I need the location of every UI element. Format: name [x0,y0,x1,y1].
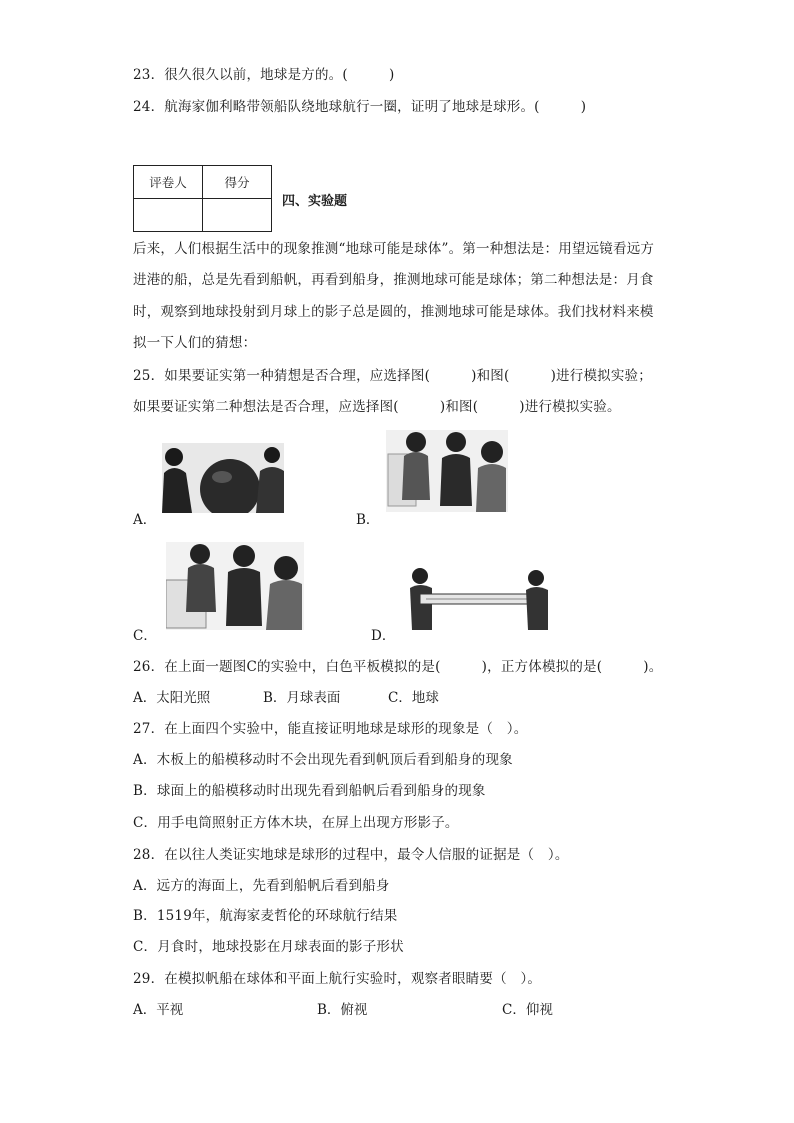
q26-option-c[interactable]: C．地球 [388,690,439,706]
score-header: 得分 [203,166,272,199]
q29-option-c[interactable]: C．仰视 [502,1002,553,1018]
question-27: 27．在上面四个实验中，能直接证明地球是球形的现象是（ ）。 [133,721,528,737]
section-title: 四、实验题 [282,194,348,209]
intro-line-1: 后来，人们根据生活中的现象推测“地球可能是球体”。第一种想法是：用望远镜看远方 [133,241,655,257]
figure-d-label: D． [371,628,396,644]
figure-a-label: A． [133,512,157,528]
q28-option-c[interactable]: C．月食时，地球投影在月球表面的影子形状 [133,939,404,955]
question-25-line-1: 25．如果要证实第一种猜想是否合理，应选择图( )和图( )进行模拟实验； [133,368,652,384]
question-29: 29．在模拟帆船在球体和平面上航行实验时，观察者眼睛要（ ）。 [133,971,542,987]
score-cell[interactable] [203,199,272,232]
q27-option-a[interactable]: A．木板上的船模移动时不会出现先看到帆顶后看到船身的现象 [133,752,513,768]
figure-d-photo [406,566,550,630]
score-table [133,165,272,232]
q28-option-b[interactable]: B．1519年，航海家麦哲伦的环球航行结果 [133,908,398,924]
q27-option-b[interactable]: B．球面上的船模移动时出现先看到船帆后看到船身的现象 [133,783,486,799]
q28-option-a[interactable]: A．远方的海面上，先看到船帆后看到船身 [133,878,390,894]
figure-c-label: C． [133,628,157,644]
question-24: 24．航海家伽利略带领船队绕地球航行一圈，证明了地球是球形。( ) [133,99,587,115]
q26-option-b[interactable]: B．月球表面 [263,690,341,706]
q26-option-a[interactable]: A．太阳光照 [133,690,211,706]
grader-cell[interactable] [134,199,203,232]
figure-a-photo [162,443,284,513]
intro-line-3: 时，观察到地球投射到月球上的影子总是圆的，推测地球可能是球体。我们找材料来模 [133,304,654,320]
question-23: 23．很久很久以前，地球是方的。( ) [133,67,395,83]
intro-line-4: 拟一下人们的猜想： [133,335,257,351]
figure-b-label: B． [356,512,380,528]
question-25-line-2: 如果要证实第二种想法是否合理，应选择图( )和图( )进行模拟实验。 [133,399,621,415]
q29-option-a[interactable]: A．平视 [133,1002,184,1018]
figure-c-photo [166,542,304,630]
grader-header: 评卷人 [134,166,203,199]
q27-option-c[interactable]: C．用手电筒照射正方体木块，在屏上出现方形影子。 [133,815,459,831]
question-28: 28．在以往人类证实地球是球形的过程中，最令人信服的证据是（ ）。 [133,847,569,863]
intro-line-2: 进港的船，总是先看到船帆，再看到船身，推测地球可能是球体；第二种想法是：月食 [133,272,654,288]
figure-b-photo [386,430,508,512]
q29-option-b[interactable]: B．俯视 [317,1002,368,1018]
question-26: 26．在上面一题图C的实验中，白色平板模拟的是( )，正方体模拟的是( )。 [133,659,663,675]
